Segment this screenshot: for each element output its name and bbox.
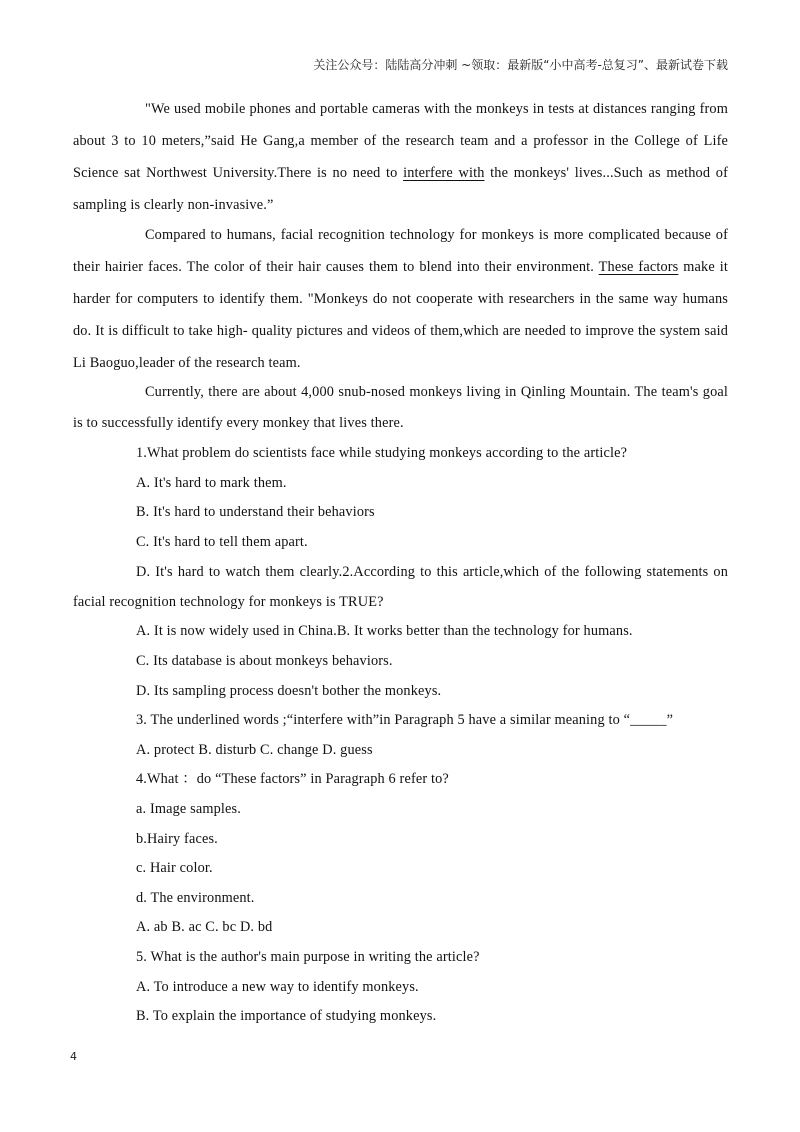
question-3-options: A. protect B. disturb C. change D. guess [136, 741, 373, 758]
paragraph-3: Currently, there are about 4,000 snub-nosed monkeys living in Qinling Mountain. The team's goal is to successfully identify every monkey that lives there. [73, 384, 728, 431]
question-4-options: A. ab B. ac C. bc D. bd [136, 919, 273, 936]
paragraph-1 [73, 93, 728, 221]
paragraph-2 [73, 219, 728, 379]
question-1-option-c: C. It's hard to tell them apart. [136, 533, 308, 550]
question-1-option-d-question-2-stem: D. It's hard to watch them clearly.2.According to this article,which of the following statements on facial recognition technology for monkeys is TRUE? [73, 564, 728, 611]
question-3-stem: 3. The underlined words ;“interfere with”in Paragraph 5 have a similar meaning to “_____” [136, 712, 674, 729]
question-5-option-b: B. To explain the importance of studying monkeys. [136, 1008, 437, 1025]
question-1-stem: 1.What problem do scientists face while studying monkeys according to the article? [136, 445, 628, 461]
question-4-item-c: c. Hair color. [136, 860, 213, 877]
paragraph-text: Compared to humans, facial recognition technology for monkeys is more complicated because of their hairier faces. The color of their hair causes them to blend into their environment. [73, 227, 728, 275]
question-2-option-c: C. Its database is about monkeys behaviors. [136, 652, 393, 669]
paragraph-text: the monkeys' lives...Such as method of sampling is clearly non-invasive.” [73, 165, 729, 213]
page-header: 关注公众号：陆陆高分冲刺 ~领取：最新版“小中高考-总复习”、最新试卷下载 [313, 58, 728, 72]
underlined-phrase: interfere with [403, 165, 485, 181]
question-1-option-a: A. It's hard to mark them. [136, 474, 287, 491]
question-4-item-a: a. Image samples. [136, 800, 241, 817]
document-body [73, 93, 728, 1032]
question-2-options-ab: A. It is now widely used in China.B. It works better than the technology for humans. [136, 623, 633, 640]
question-4-item-b: b.Hairy faces. [136, 830, 218, 847]
question-2-option-d: D. Its sampling process doesn't bother the monkeys. [136, 682, 442, 699]
underlined-phrase: These factors [598, 259, 679, 275]
paragraph-text: "We used mobile phones and portable cameras with the monkeys in tests at distances ranging from about 3 to 10 meters,”said He Gang,a member of the research team and a professor in the College of Life Science sat Northwest University.There is no need to [73, 101, 728, 181]
question-1-option-b: B. It's hard to understand their behaviors [136, 504, 375, 521]
question-5-option-a: A. To introduce a new way to identify monkeys. [136, 978, 419, 995]
question-4-stem: 4.What ：do “These factors” in Paragraph 6 refer to? [136, 771, 449, 788]
page-number: 4 [70, 1050, 77, 1063]
paragraph-text: make it harder for computers to identify them. "Monkeys do not cooperate with researchers in the same way humans do. It is difficult to take high- quality pictures and videos of them,which are needed to improve the system said Li Baoguo,leader of the research team. [73, 259, 728, 371]
question-5-stem: 5. What is the author's main purpose in writing the article? [136, 948, 480, 965]
question-4-item-d: d. The environment. [136, 889, 255, 906]
